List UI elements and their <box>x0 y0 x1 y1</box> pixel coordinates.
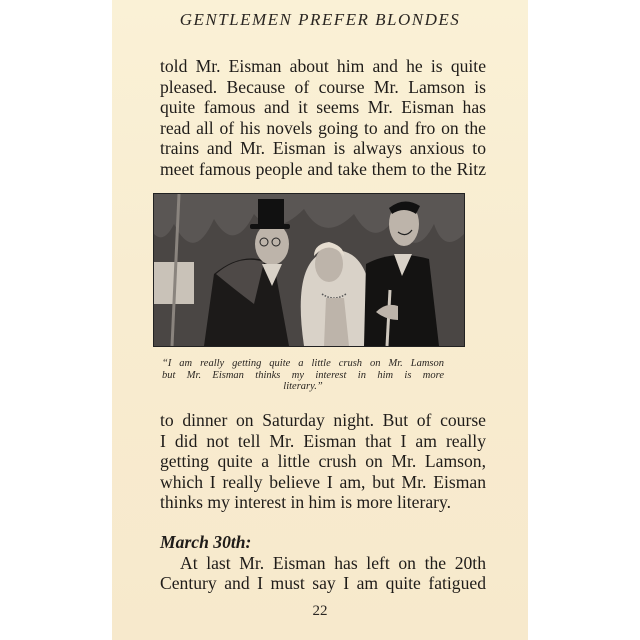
cartoon-illustration <box>154 194 464 346</box>
text-line: thinks my interest in him is more literary. <box>160 492 452 513</box>
text-line: At last Mr. Eisman has left on the 20th <box>180 552 486 573</box>
text-line: told Mr. Eisman about him and he is quite <box>160 56 486 76</box>
text-line: Century and I must say I am quite fatigued <box>160 573 486 594</box>
caption-line: literary.” <box>283 381 323 392</box>
paragraph-1 <box>160 56 486 180</box>
caption-line: “I am really getting quite a little crush on Mr. Lamson <box>162 358 444 369</box>
entry-date-heading: March 30th: <box>160 532 252 552</box>
text-line: quite famous and it seems Mr. Eisman has <box>160 97 486 118</box>
text-line: which I really believe I am, but Mr. Eisman <box>160 471 486 492</box>
illustration-caption <box>162 358 444 393</box>
diary-entry <box>160 532 486 594</box>
paragraph-2 <box>160 410 486 513</box>
text-line: read all of his novels going to and fro on the <box>160 117 486 138</box>
text-line: trains and Mr. Eisman is always anxious to <box>160 138 486 159</box>
caption-line: but Mr. Eisman thinks my interest in him is more <box>162 369 444 381</box>
text-line: pleased. Because of course Mr. Lamson is <box>160 76 486 97</box>
text-line: getting quite a little crush on Mr. Lamson, <box>160 451 486 472</box>
text-line: I did not tell Mr. Eisman that I am really <box>160 430 486 451</box>
book-page <box>112 0 528 640</box>
illustration <box>153 193 465 347</box>
page-number: 22 <box>312 603 328 619</box>
running-head: GENTLEMEN PREFER BLONDES <box>179 10 461 29</box>
text-line: meet famous people and take them to the Ritz <box>160 158 486 179</box>
text-line: to dinner on Saturday night. But of course <box>160 410 486 430</box>
